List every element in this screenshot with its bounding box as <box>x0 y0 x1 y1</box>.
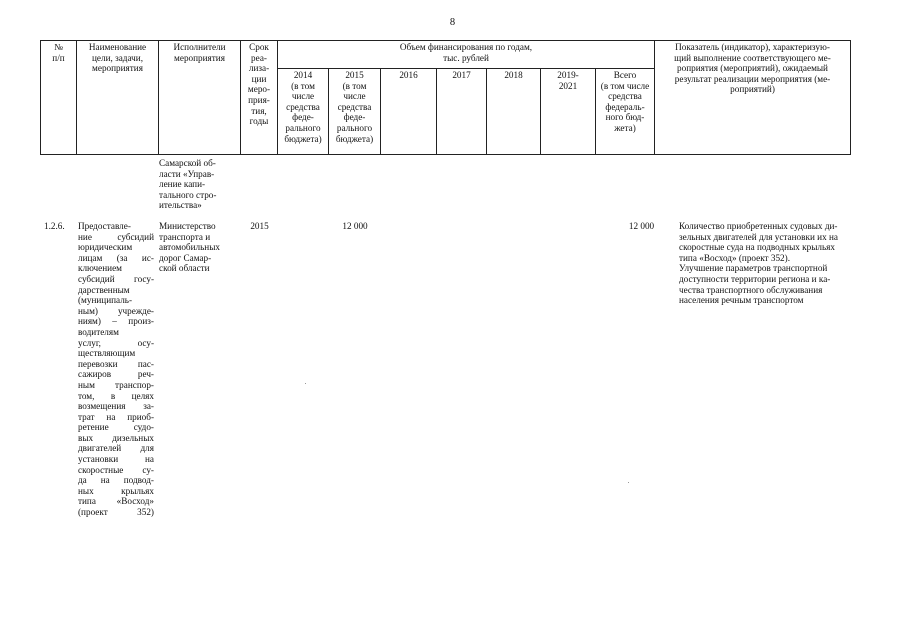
scan-speck <box>628 482 629 483</box>
row-indicator: Количество приобретенных судовых ди- зельных двигателей для установки их на скоростные суда на подводных крыльях типа «Восход» (проект 352). Улучшение параметров транспортной доступности территории региона и ка- чества транспортного обслуживания населения речным транспортом <box>679 221 838 306</box>
header-year-2017: 2017 <box>437 69 487 155</box>
header-num: № п/п <box>41 41 77 155</box>
row-executors: Министерство транспорта и автомобильных дорог Самар- ской области <box>159 221 220 274</box>
header-term: Срок реа- лиза- ции меро- прия- тия, годы <box>241 41 278 155</box>
header-year-2014: 2014 (в том числе средства феде- рального бюджета) <box>278 69 329 155</box>
page-number: 8 <box>449 17 456 28</box>
header-total: Всего (в том числе средства федераль- ного бюд- жета) <box>596 69 655 155</box>
header-indicator: Показатель (индикатор), характеризую- щий выполнение соответствующего ме- роприятия (мероприятий), ожидаемый результат реализации мероприятия (ме- роприятий) <box>655 41 851 155</box>
scan-speck <box>305 383 306 384</box>
header-financing: Объем финансирования по годам, тыс. рублей <box>278 41 655 69</box>
row-activity-name: Предоставле- ние субсидий юридическим лицам (за ис- ключением субсидий госу- дарственным (муниципаль- ным) учрежде- ниям) – произ- водителям услуг, осу- ществляющим перевозки пас- сажиров реч- ным транспор- том, в целях возмещения за- трат на приоб- ретение судо- вых дизельных двигателей для установки на скоростные су- да на подвод- ных крыльях типа «Восход» (проект 352) <box>78 221 154 518</box>
header-executors: Исполнители мероприятия <box>159 41 241 155</box>
executors-continuation: Самарской об- ласти «Управ- ление капи- тального стро- ительства» <box>159 158 217 211</box>
row-amount-total: 12 000 <box>628 221 655 231</box>
row-amount-2015: 12 000 <box>342 221 368 231</box>
header-year-2018: 2018 <box>487 69 541 155</box>
header-year-2016: 2016 <box>381 69 437 155</box>
row-term: 2015 <box>250 221 269 231</box>
row-number: 1.2.6. <box>44 221 65 231</box>
header-name: Наименование цели, задачи, мероприятия <box>77 41 159 155</box>
table-header <box>40 40 851 155</box>
header-year-2019-2021: 2019- 2021 <box>541 69 596 155</box>
header-year-2015: 2015 (в том числе средства феде- рального бюджета) <box>329 69 381 155</box>
